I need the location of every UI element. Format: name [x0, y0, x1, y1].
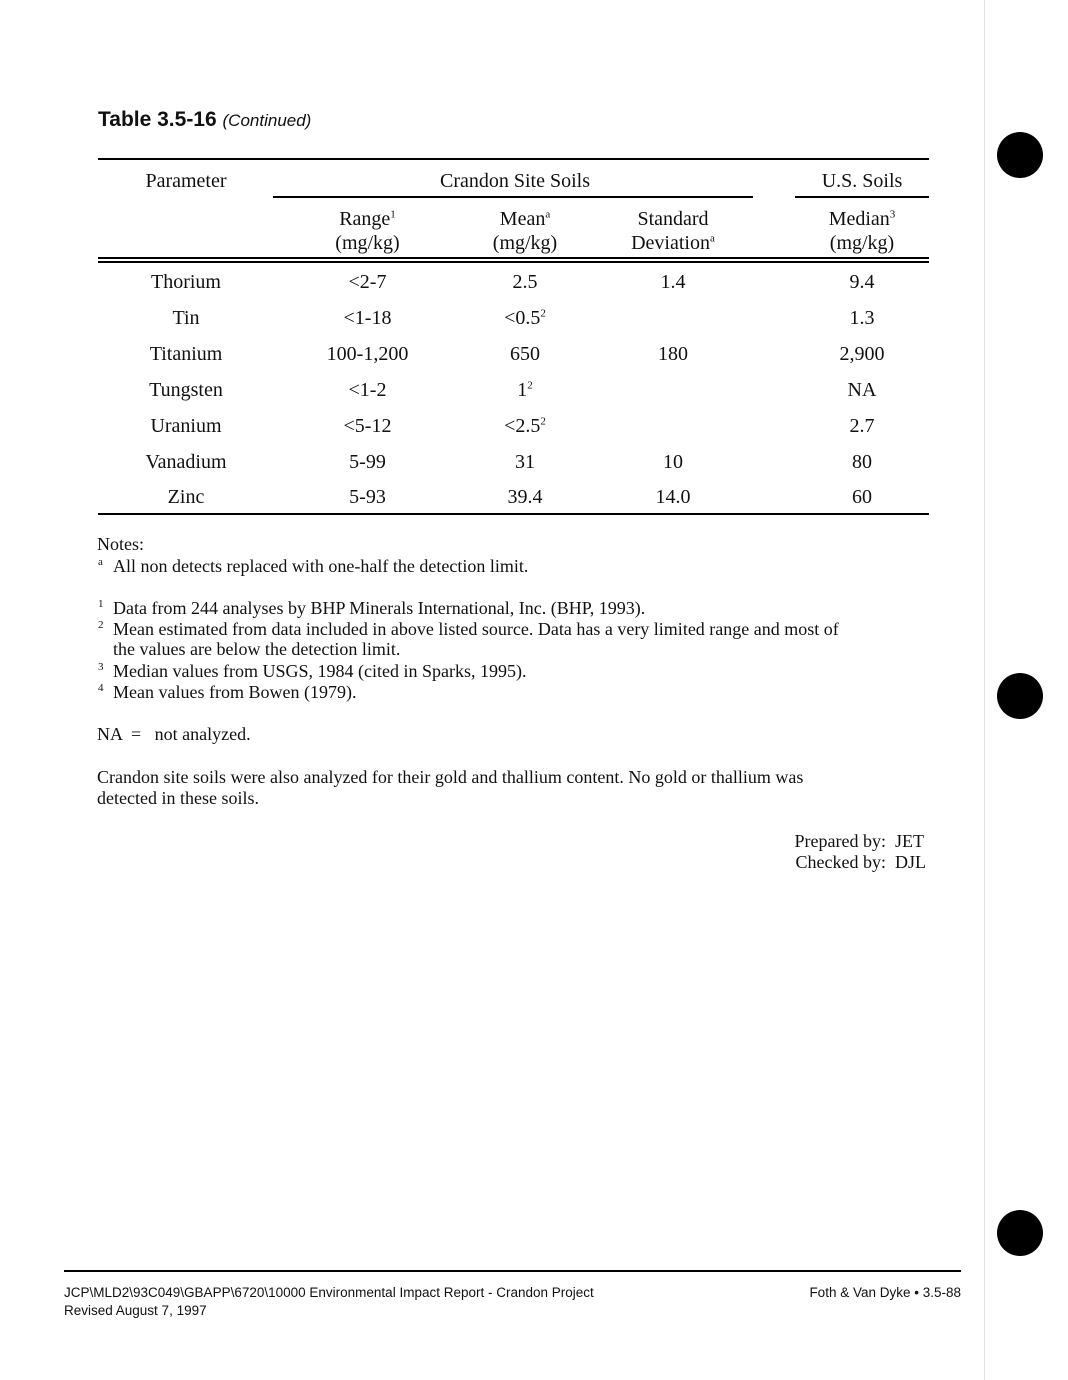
header-parameter: Parameter: [145, 170, 227, 192]
cell-std: 10: [663, 451, 683, 473]
header-mean: Mean$^a$ (mg/kg): [492, 208, 558, 254]
header-rule-upper: [98, 257, 929, 259]
cell-range: <1-18: [343, 307, 392, 329]
note-4-mark: 4: [98, 682, 104, 694]
paragraph-line1: Crandon site soils were also analyzed for their gold and thallium content. No gold or thallium was: [97, 767, 804, 787]
prepared-by-value: JET: [895, 831, 924, 851]
table-bottom-rule: [98, 513, 929, 515]
table-title: [98, 108, 311, 132]
cell-parameter: Titanium: [149, 343, 223, 365]
cell-median: 2,900: [839, 343, 885, 365]
binder-hole-bottom: [997, 1210, 1043, 1256]
cell-median: 80: [852, 451, 872, 473]
cell-std: 14.0: [655, 486, 691, 508]
cell-range: 5-99: [349, 451, 386, 473]
cell-range: <2-7: [348, 271, 387, 293]
note-a-mark: a: [98, 556, 103, 568]
cell-parameter: Vanadium: [145, 451, 227, 473]
footer-file-path: JCP\MLD2\93C049\GBAPP\6720\10000 Environmental Impact Report - Crandon Project: [64, 1285, 594, 1300]
header-rule-lower: [98, 261, 929, 263]
cell-median: 9.4: [849, 271, 875, 293]
note-2-text-line2: the values are below the detection limit.: [113, 639, 401, 659]
footer-rule: [64, 1270, 961, 1272]
note-1-text: Data from 244 analyses by BHP Minerals International, Inc. (BHP, 1993).: [113, 598, 646, 618]
note-1-mark: 1: [98, 598, 104, 610]
cell-median: NA: [847, 379, 877, 401]
table-title-text: Table 3.5-16: [98, 108, 217, 131]
binder-hole-middle: [997, 673, 1043, 719]
paragraph-line2: detected in these soils.: [97, 788, 259, 808]
checked-by-value: DJL: [895, 852, 926, 872]
header-median: Median$^3$ (mg/kg): [828, 208, 896, 254]
cell-median: 2.7: [849, 415, 875, 437]
footer-revised-date: Revised August 7, 1997: [64, 1303, 207, 1318]
na-definition: NA = not analyzed.: [97, 724, 251, 744]
binder-hole-top: [997, 132, 1043, 178]
note-3-mark: 3: [98, 661, 104, 673]
cell-mean: 31: [515, 451, 535, 473]
note-3-text: Median values from USGS, 1984 (cited in Sparks, 1995).: [113, 661, 527, 681]
cell-parameter: Thorium: [151, 271, 221, 293]
header-standard-deviation: Standard Deviation$^a$: [631, 208, 715, 254]
header-us-soils: U.S. Soils: [821, 170, 903, 192]
note-2-mark: 2: [98, 619, 104, 631]
note-4-text: Mean values from Bowen (1979).: [113, 682, 357, 702]
cell-range: 100-1,200: [326, 343, 409, 365]
cell-std: 1.4: [660, 271, 686, 293]
table-top-rule: [98, 158, 929, 160]
cell-mean: $1^2$: [517, 379, 533, 401]
cell-std: 180: [658, 343, 688, 365]
footer-page-number: Foth & Van Dyke • 3.5-88: [809, 1285, 961, 1300]
page-edge-line: [984, 0, 985, 1380]
cell-mean: 650: [510, 343, 540, 365]
cell-range: <5-12: [343, 415, 392, 437]
header-crandon-site-soils: Crandon Site Soils: [439, 170, 590, 192]
crandon-group-rule: [273, 196, 753, 198]
header-range: Range$^1$ (mg/kg): [335, 208, 400, 254]
cell-parameter: Tin: [172, 307, 200, 329]
cell-median: 60: [852, 486, 872, 508]
cell-median: 1.3: [849, 307, 875, 329]
cell-mean: $<0.5^2$: [504, 307, 546, 329]
table-title-suffix: (Continued): [222, 111, 312, 130]
note-a-text: All non detects replaced with one-half the detection limit.: [113, 556, 529, 576]
cell-parameter: Zinc: [167, 486, 205, 508]
cell-mean: 2.5: [512, 271, 538, 293]
notes-heading: Notes:: [97, 534, 144, 554]
cell-range: 5-93: [349, 486, 386, 508]
prepared-by-label: Prepared by:: [794, 831, 886, 851]
cell-mean: 39.4: [507, 486, 543, 508]
checked-by-label: Checked by:: [795, 852, 886, 872]
cell-range: <1-2: [348, 379, 387, 401]
cell-mean: $<2.5^2$: [504, 415, 546, 437]
cell-parameter: Uranium: [150, 415, 222, 437]
us-group-rule: [795, 196, 929, 198]
note-2-text-line1: Mean estimated from data included in above listed source. Data has a very limited range and most of: [113, 619, 839, 639]
cell-parameter: Tungsten: [149, 379, 223, 401]
